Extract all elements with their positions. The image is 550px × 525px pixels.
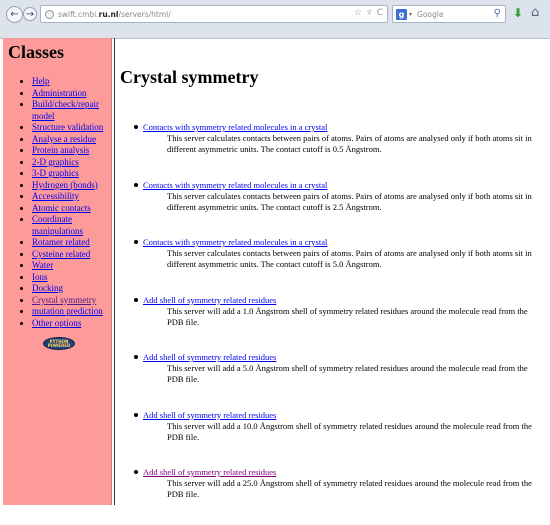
sidebar-link[interactable]: Docking	[32, 283, 63, 293]
bullet-icon	[134, 413, 138, 417]
sidebar-item	[32, 122, 110, 134]
forward-icon: →	[25, 8, 35, 20]
sidebar-link[interactable]: Administration	[32, 87, 87, 98]
back-button[interactable]	[6, 6, 23, 23]
service-item	[120, 410, 545, 468]
bullet-icon	[134, 125, 138, 129]
forward-button[interactable]	[23, 7, 37, 21]
service-link[interactable]: Add shell of symmetry related residues	[143, 467, 277, 477]
service-list	[120, 122, 545, 525]
service-link[interactable]: Contacts with symmetry related molecules in a crystal	[143, 122, 328, 132]
search-icon[interactable]: ⚲	[493, 8, 501, 19]
browser-toolbar	[0, 0, 550, 39]
service-item	[120, 180, 545, 238]
sidebar-item	[32, 306, 110, 318]
search-input[interactable]: Google	[417, 9, 444, 19]
bullet-icon	[134, 355, 138, 359]
main-content	[120, 38, 545, 505]
sidebar-nav	[3, 76, 110, 329]
service-description: This server calculates contacts between pairs of atoms. Pairs of atoms are analysed only if both atoms sit in different asymmetric units. The contact cutoff is 0.5 Ångstrom.	[167, 133, 532, 154]
download-icon[interactable]: ⬇	[513, 6, 524, 20]
sidebar-link[interactable]: Cysteine related	[32, 248, 91, 259]
sidebar-link[interactable]: Coordinate manipulations	[32, 214, 83, 236]
service-description: This server will add a 10.0 Ångstrom shell of symmetry related residues around the molecule read from the PDB file.	[167, 420, 532, 442]
python-powered-logo: PYTHON POWERED	[43, 337, 75, 350]
bullet-icon	[134, 470, 138, 474]
service-link[interactable]: Add shell of symmetry related residues	[143, 409, 277, 420]
page-title: Crystal symmetry	[120, 67, 259, 87]
sidebar-link[interactable]: Crystal symmetry	[32, 294, 97, 305]
address-bar[interactable]	[40, 5, 388, 23]
service-description: This server calculates contacts between pairs of atoms. Pairs of atoms are analysed only if both atoms sit in different asymmetric units. The contact cutoff is 5.0 Ångstrom.	[167, 248, 532, 269]
sidebar-item	[32, 157, 110, 169]
sidebar-link[interactable]: 3-D graphics	[32, 168, 79, 178]
sidebar-item	[32, 283, 110, 295]
service-description: This server will add a 25.0 Ångstrom shell of symmetry related residues around the molecule read from the PDB file.	[167, 478, 532, 499]
star-icon[interactable]: ☆	[354, 8, 363, 18]
sidebar-item	[32, 214, 110, 237]
service-link[interactable]: Add shell of symmetry related residues	[143, 294, 277, 305]
service-item	[120, 237, 545, 295]
home-icon[interactable]: ⌂	[531, 5, 540, 20]
globe-icon	[45, 10, 54, 19]
sidebar-link[interactable]: Water	[32, 260, 54, 270]
service-item	[120, 122, 545, 180]
sidebar-link[interactable]: Build/check/repair model	[32, 99, 99, 121]
sidebar-item	[32, 145, 110, 157]
sidebar-link[interactable]: mutation prediction	[32, 306, 103, 316]
sidebar-link[interactable]: Protein analysis	[32, 145, 90, 155]
sidebar-link[interactable]: Ions	[32, 271, 48, 282]
search-bar[interactable]	[392, 5, 506, 23]
service-link[interactable]: Add shell of symmetry related residues	[143, 352, 277, 362]
sidebar-item	[32, 180, 110, 192]
service-item	[120, 295, 545, 353]
bullet-icon	[134, 183, 138, 187]
sidebar	[3, 38, 112, 505]
sidebar-link[interactable]: Structure validation	[32, 122, 104, 132]
sidebar-item	[32, 168, 110, 180]
service-link[interactable]: Contacts with symmetry related molecules in a crystal	[143, 179, 328, 190]
frame-divider	[114, 38, 115, 505]
sidebar-link[interactable]: Help	[32, 76, 50, 86]
service-item	[120, 352, 545, 410]
service-item	[120, 467, 545, 525]
bullet-icon	[134, 240, 138, 244]
sidebar-link[interactable]: Analyse a residue	[32, 133, 96, 144]
service-link[interactable]: Contacts with symmetry related molecules in a crystal	[143, 237, 328, 247]
sidebar-link[interactable]: Rotamer related	[32, 237, 90, 247]
sidebar-item	[32, 295, 110, 307]
reload-icon[interactable]: C	[376, 8, 383, 18]
dropdown-icon[interactable]: ▿	[367, 8, 372, 18]
sidebar-link[interactable]: 2-D graphics	[32, 156, 79, 167]
sidebar-link[interactable]: Hydrogen (bonds)	[32, 179, 98, 190]
sidebar-link[interactable]: Accessibility	[32, 191, 79, 201]
sidebar-item	[32, 134, 110, 146]
sidebar-item	[32, 191, 110, 203]
sidebar-item	[32, 318, 110, 330]
google-icon[interactable]: g	[396, 9, 407, 20]
url-text: swift.cmbi.ru.nl/servers/html/	[58, 9, 171, 19]
chevron-down-icon[interactable]: ▾	[409, 10, 413, 18]
sidebar-item	[32, 272, 110, 284]
sidebar-item	[32, 249, 110, 261]
sidebar-item	[32, 99, 110, 122]
back-icon: ←	[10, 9, 19, 20]
sidebar-item	[32, 237, 110, 249]
sidebar-item	[32, 203, 110, 215]
sidebar-title: Classes	[8, 42, 65, 62]
sidebar-item	[32, 260, 110, 272]
service-description: This server will add a 1.0 Ångstrom shell of symmetry related residues around the molecule read from the PDB file.	[167, 305, 528, 327]
sidebar-item	[32, 88, 110, 100]
service-description: This server will add a 5.0 Ångstrom shell of symmetry related residues around the molecule read from the PDB file.	[167, 363, 528, 384]
sidebar-link[interactable]: Atomic contacts	[32, 202, 91, 213]
sidebar-item	[32, 76, 110, 88]
bullet-icon	[134, 298, 138, 302]
service-description: This server calculates contacts between pairs of atoms. Pairs of atoms are analysed only if both atoms sit in different asymmetric units. The contact cutoff is 2.5 Ångstrom.	[167, 190, 532, 212]
sidebar-link[interactable]: Other options	[32, 317, 82, 328]
